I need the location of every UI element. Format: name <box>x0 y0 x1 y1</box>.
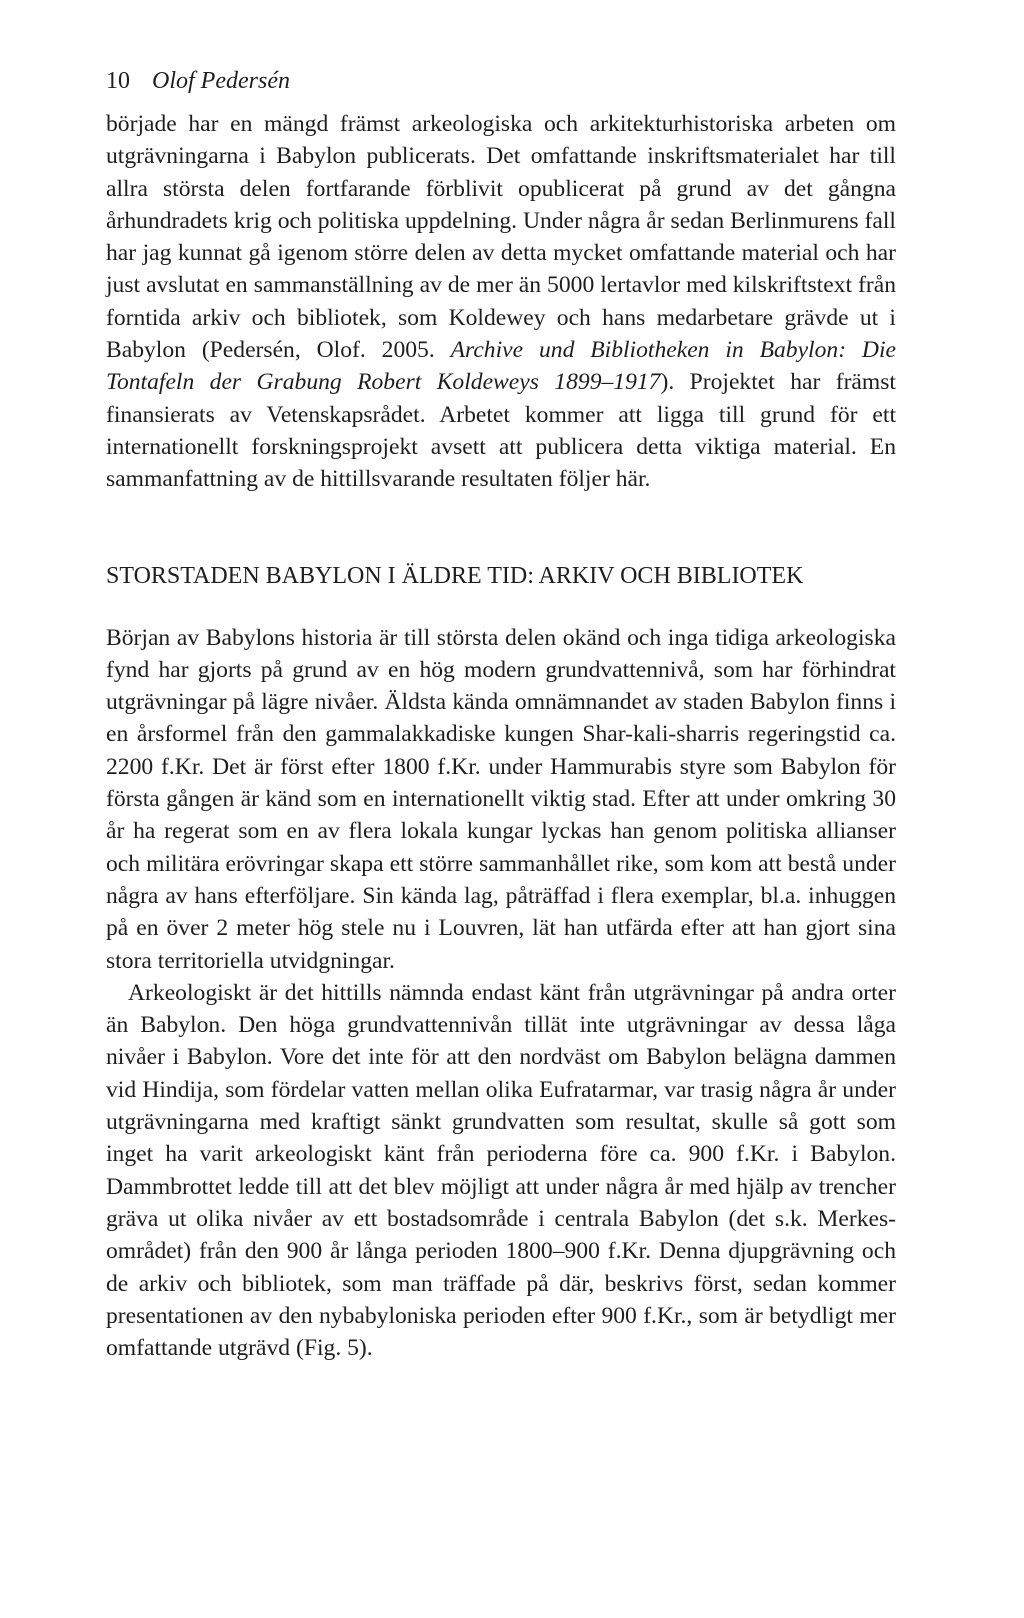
section-heading: STORSTADEN BABYLON I ÄLDRE TID: ARKIV OCH BIBLIOTEK <box>106 562 804 589</box>
citation-title: Archive und Bibliotheken in Babylon: Die Tontafeln der Grabung Robert Koldeweys 1899–1917 <box>106 337 896 396</box>
intro-text-part1: började har en mängd främst arkeologiska och arkitekturhistoriska arbeten om utgrävningarna i Babylon publicerats. Det omfattande inskriftsmaterialet har till allra största delen fortfarande förblivit opublicerat på grund av det gångna århundradets krig och politiska uppdelning. Under några år sedan Berlinmurens fall har jag kunnat gå igenom större delen av detta mycket omfattande material och har just avslutat en sammanställning av de mer än 5000 lertavlor med kilskriftstext från forntida arkiv och bibliotek, som Koldewey och hans medarbetare grävde ut i Babylon (Pedersén, Olof. 2005. <box>106 111 896 364</box>
book-page <box>106 66 896 1364</box>
running-head <box>106 66 896 96</box>
intro-paragraph <box>106 108 896 496</box>
section-paragraph-1: Början av Babylons historia är till största delen okänd och inga tidiga arkeologiska fynd har gjorts på grund av en hög modern grundvattennivå, som har förhindrat utgrävningar på lägre nivåer. Äldsta kända omnämnandet av staden Babylon finns i en årsformel från den gammalakkadiske kungen Shar-kali-sharris regeringstid ca. 2200 f.Kr. Det är först efter 1800 f.Kr. under Hammurabis styre som Babylon för första gången är känd som en internationellt viktig stad. Efter att under omkring 30 år ha regerat som en av flera lokala kungar lyckas han genom politiska allianser och militära erövringar skapa ett större sammanhållet rike, som kom att bestå under några av hans efterföljare. Sin kända lag, påträffad i flera exemplar, bl.a. inhuggen på en över 2 meter hög stele nu i Louvren, lät han utfärda efter att han gjort sina stora territoriella utvidgningar. <box>106 624 896 974</box>
intro-text-part2: ). Projektet har främst finansierats av Vetenskapsrådet. Arbetet kommer att ligga till grund för ett internationellt forskningsprojekt avsett att publicera detta viktiga material. En sammanfattning av de hittillsvarande resultaten följer här. <box>106 369 896 493</box>
page-number: 10 <box>106 68 130 94</box>
running-head-author: Olof Pedersén <box>152 68 290 94</box>
section-paragraph-2: Arkeologiskt är det hittills nämnda endast känt från utgrävningar på andra orter än Babylon. Den höga grundvattennivån tillät inte utgrävningar av dessa låga nivåer i Babylon. Vore det inte för att den nordväst om Babylon belägna dammen vid Hindija, som fördelar vatten mellan olika Eufratarmar, var trasig några år under utgrävningarna med kraftigt sänkt grundvatten som resultat, skulle så gott som inget ha varit arkeologiskt känt från perioderna före ca. 900 f.Kr. i Babylon. Dammbrottet ledde till att det blev möjligt att under några år med hjälp av trencher gräva ut olika nivåer av ett bostadsområde i centrala Babylon (det s.k. Merkes-området) från den 900 år långa perioden 1800–900 f.Kr. Denna djupgrävning och de arkiv och bibliotek, som man träffade på där, beskrivs först, sedan kommer presentationen av den nybabyloniska perioden efter 900 f.Kr., som är betydligt mer omfattande utgrävd (Fig. 5). <box>106 979 896 1362</box>
